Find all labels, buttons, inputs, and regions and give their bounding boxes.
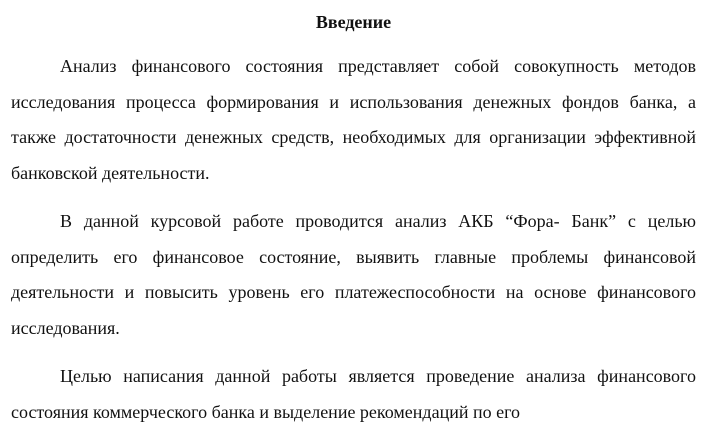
paragraph-goal: Целью написания данной работы является проведение анализа финансового состояния коммерческого банка и выделение рекомендаций по его (11, 366, 696, 422)
paragraph-purpose: В данной курсовой работе проводится анализ АКБ “Фора- Банк” с целью определить его финансовое состояние, выявить главные проблемы финансовой деятельности и повысить уровень его платежеспособности на основе финансового исследования. (11, 211, 696, 338)
paragraph-intro: Анализ финансового состояния представляет собой совокупность методов исследования процесса формирования и использования денежных фондов банка, а также достаточности денежных средств, необходимых для организации эффективной банковской деятельности. (11, 56, 696, 183)
page-title: Введение (315, 12, 392, 32)
document-page (11, 10, 696, 443)
